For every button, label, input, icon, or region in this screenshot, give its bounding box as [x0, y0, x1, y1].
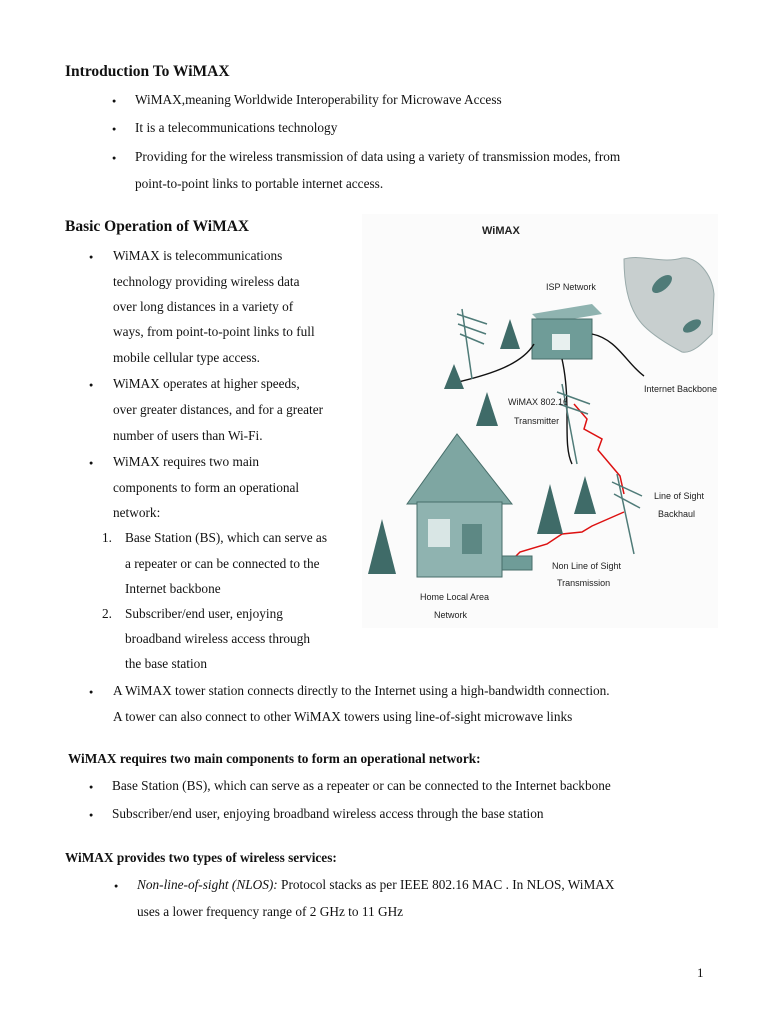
basic-b4-l2: A tower can also connect to other WiMAX towers using line-of-sight microwave links	[113, 709, 573, 724]
bullet-icon	[89, 454, 97, 474]
intro-bullet-1: WiMAX,meaning Worldwide Interoperability for Microwave Access	[135, 92, 502, 107]
bullet-icon	[114, 877, 122, 897]
basic-b3-l1: WiMAX requires two main	[113, 454, 260, 469]
nlos-term: Non-line-of-sight (NLOS):	[137, 877, 278, 892]
basic-n2-l2: broadband wireless access through	[125, 631, 310, 646]
label-transmitter-1: WiMAX 802.16	[508, 397, 569, 407]
bullet-icon	[112, 120, 120, 140]
services-nlos-line2: uses a lower frequency range of 2 GHz to 11 GHz	[137, 904, 404, 919]
intro-heading: Introduction To WiMAX	[65, 63, 230, 80]
basic-n1-l2: a repeater or can be connected to the	[125, 556, 320, 571]
services-heading: WiMAX provides two types of wireless services:	[65, 850, 337, 865]
basic-b3-l3: network:	[113, 505, 161, 520]
basic-n1-l3: Internet backbone	[125, 581, 221, 596]
basic-b1-l4: ways, from point-to-point links to full	[113, 324, 315, 339]
list-number-2: 2.	[102, 606, 112, 621]
bullet-icon	[89, 248, 97, 268]
basic-b1-l2: technology providing wireless data	[113, 274, 300, 289]
basic-b2-l3: number of users than Wi-Fi.	[113, 428, 263, 443]
bullet-icon	[112, 92, 120, 112]
intro-bullet-3-cont: point-to-point links to portable internet access.	[135, 176, 384, 191]
bullet-icon	[89, 778, 97, 798]
basic-n2-l3: the base station	[125, 656, 207, 671]
label-transmitter-2: Transmitter	[514, 416, 560, 426]
bullet-icon	[89, 683, 97, 703]
label-los-2: Backhaul	[658, 509, 696, 519]
basic-b2-l1: WiMAX operates at higher speeds,	[113, 376, 300, 391]
services-nlos-line1	[137, 877, 615, 893]
intro-bullet-2: It is a telecommunications technology	[135, 120, 338, 135]
label-backbone: Internet Backbone	[644, 384, 718, 394]
basic-b3-l2: components to form an operational	[113, 480, 300, 495]
nlos-text-1: Protocol stacks as per IEEE 802.16 MAC . In NLOS, WiMAX	[277, 877, 615, 892]
basic-heading: Basic Operation of WiMAX	[65, 218, 250, 235]
basic-n2-l1: Subscriber/end user, enjoying	[125, 606, 283, 621]
label-isp: ISP Network	[546, 282, 596, 292]
basic-b1-l1: WiMAX is telecommunications	[113, 248, 283, 263]
label-los-1: Line of Sight	[654, 491, 705, 501]
label-home-2: Network	[434, 610, 468, 620]
wimax-diagram-svg	[362, 214, 718, 628]
label-home-1: Home Local Area	[420, 592, 490, 602]
intro-bullet-3: Providing for the wireless transmission of data using a variety of transmission modes, from	[135, 149, 621, 164]
components-item-1: Base Station (BS), which can serve as a repeater or can be connected to the Internet backbone	[112, 778, 611, 793]
bullet-icon	[89, 806, 97, 826]
basic-b1-l5: mobile cellular type access.	[113, 350, 260, 365]
components-heading: WiMAX requires two main components to form an operational network:	[68, 751, 481, 766]
wimax-diagram	[362, 214, 718, 628]
isp-building-icon	[532, 304, 602, 359]
label-nlos-1: Non Line of Sight	[552, 561, 622, 571]
bullet-icon	[89, 376, 97, 396]
bullet-icon	[112, 149, 120, 169]
components-item-2: Subscriber/end user, enjoying broadband wireless access through the base station	[112, 806, 544, 821]
basic-b4-l1: A WiMAX tower station connects directly to the Internet using a high-bandwidth connection.	[113, 683, 610, 698]
router-icon	[502, 556, 532, 570]
label-nlos-2: Transmission	[557, 578, 611, 588]
list-number-1: 1.	[102, 530, 112, 545]
diagram-title: WiMAX	[482, 225, 520, 237]
basic-b1-l3: over long distances in a variety of	[113, 299, 294, 314]
basic-b2-l2: over greater distances, and for a greater	[113, 402, 324, 417]
basic-n1-l1: Base Station (BS), which can serve as	[125, 530, 327, 545]
page-number: 1	[697, 965, 704, 980]
